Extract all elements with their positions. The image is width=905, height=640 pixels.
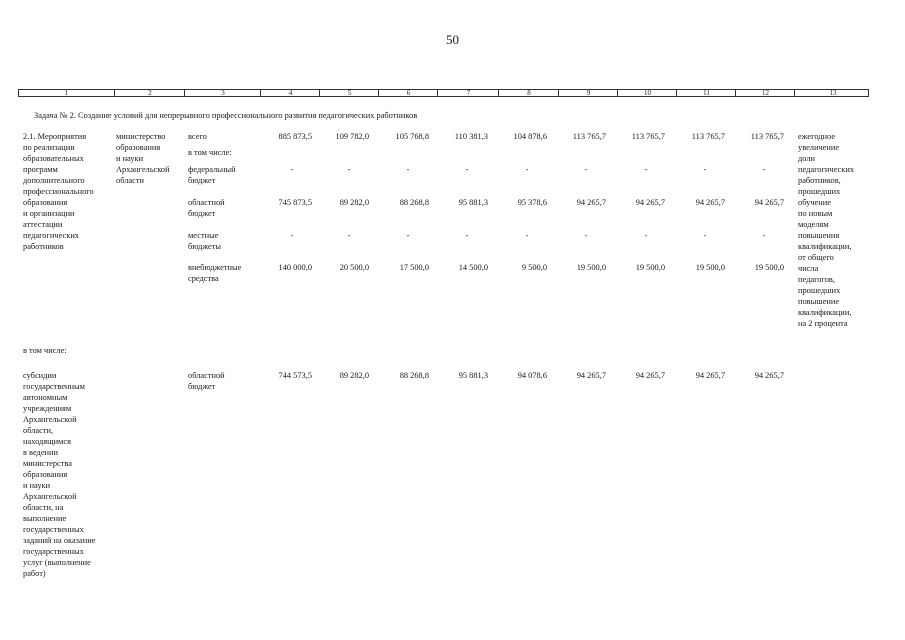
source-total: всего: [188, 132, 207, 141]
extrabudget-value: 14 500,0: [458, 263, 488, 272]
including-label: в том числе:: [23, 346, 67, 355]
subsidy-name: субсидии государственным автономным учреждениям Архангельской области, находящимся в ведении министерства образования и науки Архангельской области, на выполнение государственных заданий на оказание государственных услуг (выполнение работ): [23, 371, 96, 578]
regional-value: 94 265,7: [695, 198, 725, 207]
activity-name: 2.1. Мероприятия по реализации образовательных программ дополнительного профессионального образования и организации аттестации педагогических работников: [23, 132, 94, 251]
federal-value: -: [584, 165, 588, 174]
extrabudget-value: 17 500,0: [399, 263, 429, 272]
regional-value: 88 268,8: [399, 198, 429, 207]
total-value: 104 878,6: [513, 132, 547, 141]
regional-value: 89 282,0: [339, 198, 369, 207]
total-value: 113 765,7: [572, 132, 606, 141]
source-including: в том числе:: [188, 148, 232, 157]
total-value: 113 765,7: [631, 132, 665, 141]
column-number-12: 12: [735, 90, 795, 96]
page-number: 50: [446, 32, 459, 47]
local-value: -: [525, 231, 529, 240]
local-value: -: [644, 231, 648, 240]
extrabudget-value: 19 500,0: [635, 263, 665, 272]
total-value: 885 873,5: [278, 132, 312, 141]
column-number-13: 13: [794, 90, 871, 96]
regional-value: 94 265,7: [576, 198, 606, 207]
regional-value: 94 265,7: [754, 198, 784, 207]
local-value: -: [347, 231, 351, 240]
subsidy-value: 94 265,7: [635, 371, 665, 380]
federal-value: -: [525, 165, 529, 174]
regional-value: 94 265,7: [635, 198, 665, 207]
activity-executor: министерство образования и науки Архангельской области: [116, 132, 170, 185]
column-number-8: 8: [498, 90, 559, 96]
subsidy-value: 94 265,7: [576, 371, 606, 380]
regional-value: 95 378,6: [517, 198, 547, 207]
column-number-10: 10: [617, 90, 677, 96]
subsidy-source: областной бюджет: [188, 371, 225, 391]
local-value: -: [584, 231, 588, 240]
task-title: Задача № 2. Создание условий для непрерывного профессионального развития педагогических работников: [34, 111, 418, 120]
total-value: 109 782,0: [335, 132, 369, 141]
subsidy-value: 94 265,7: [695, 371, 725, 380]
extrabudget-value: 19 500,0: [695, 263, 725, 272]
column-number-3: 3: [184, 90, 261, 96]
federal-value: -: [703, 165, 707, 174]
local-value: -: [762, 231, 766, 240]
extrabudget-value: 20 500,0: [339, 263, 369, 272]
regional-value: 95 881,3: [458, 198, 488, 207]
total-value: 110 381,3: [454, 132, 488, 141]
total-value: 105 768,8: [395, 132, 429, 141]
subsidy-value: 89 282,0: [339, 371, 369, 380]
column-number-9: 9: [558, 90, 618, 96]
extrabudget-value: 9 500,0: [521, 263, 547, 272]
expected-result: ежегодное увеличение доли педагогических работников, прошедших обучение по новым моделям повышения квалификации, от общего числа педагогов, прошедших повышение квалификации, на 2 процента: [798, 132, 854, 328]
federal-value: -: [644, 165, 648, 174]
subsidy-value: 94 078,6: [517, 371, 547, 380]
subsidy-value: 744 573,5: [278, 371, 312, 380]
extrabudget-value: 19 500,0: [754, 263, 784, 272]
source-regional: областной бюджет: [188, 198, 225, 218]
column-number-1: 1: [64, 89, 69, 97]
regional-value: 745 873,5: [278, 198, 312, 207]
column-number-5: 5: [319, 90, 379, 96]
federal-value: -: [465, 165, 469, 174]
local-value: -: [703, 231, 707, 240]
column-number-7: 7: [437, 90, 499, 96]
extrabudget-value: 19 500,0: [576, 263, 606, 272]
source-extrabudget: внебюджетные средства: [188, 263, 242, 283]
total-value: 113 765,7: [691, 132, 725, 141]
total-value: 113 765,7: [750, 132, 784, 141]
federal-value: -: [762, 165, 766, 174]
federal-value: -: [347, 165, 351, 174]
column-number-4: 4: [260, 90, 320, 96]
column-number-6: 6: [378, 90, 438, 96]
local-value: -: [290, 231, 294, 240]
federal-value: -: [290, 165, 294, 174]
extrabudget-value: 140 000,0: [278, 263, 312, 272]
subsidy-value: 94 265,7: [754, 371, 784, 380]
column-number-11: 11: [676, 90, 736, 96]
local-value: -: [406, 231, 410, 240]
federal-value: -: [406, 165, 410, 174]
column-number-2: 2: [114, 90, 185, 96]
source-federal: федеральный бюджет: [188, 165, 236, 185]
local-value: -: [465, 231, 469, 240]
subsidy-value: 95 881,3: [458, 371, 488, 380]
column-number-header: [18, 89, 869, 97]
source-local: местные бюджеты: [188, 231, 222, 251]
subsidy-value: 88 268,8: [399, 371, 429, 380]
